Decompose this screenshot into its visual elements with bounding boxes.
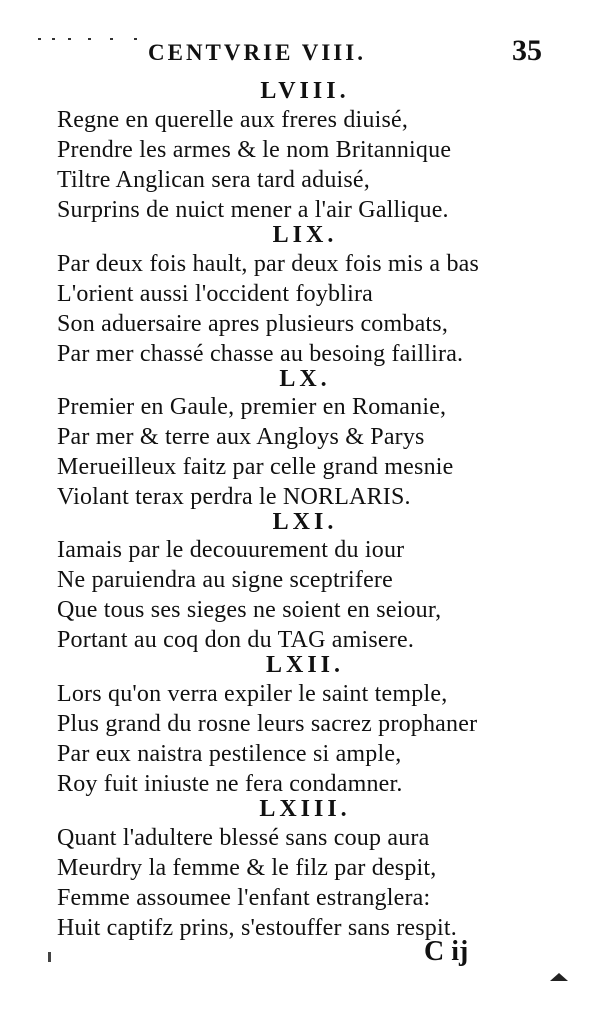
quatrain-numeral: LXI. [272,509,338,535]
verse-line: Quant l'adultere blessé sans coup aura [57,825,430,851]
verse-line: Par mer chassé chasse au besoing faillira. [57,341,464,367]
verse-line: Prendre les armes & le nom Britannique [57,137,452,163]
quatrain-numeral: LVIII. [260,78,350,104]
folio-number: 35 [512,34,542,67]
verse-line: Tiltre Anglican sera tard aduisé, [57,167,370,193]
quatrain-numeral: LIX. [272,222,338,248]
print-specks [38,38,158,44]
verse-line: Lors qu'on verra expiler le saint temple, [57,681,448,707]
verse-line: Par mer & terre aux Angloys & Parys [57,424,425,450]
quatrain-numeral: LX. [279,366,331,392]
verse-line: Meurdry la femme & le filz par despit, [57,855,437,881]
verse-line: Par deux fois hault, par deux fois mis a bas [57,251,480,277]
verse-line: Femme assoumee l'enfant estranglera: [57,885,431,911]
verse-line: Son aduersaire apres plusieurs combats, [57,311,449,337]
verse-line: Ne paruiendra au signe sceptrifere [57,567,393,593]
verse-line: Par eux naistra pestilence si ample, [57,741,402,767]
signature-mark: C ij [424,936,469,967]
verse-line: Huit captifz prins, s'estouffer sans respit. [57,915,457,941]
verse-line: Plus grand du rosne leurs sacrez prophaner [57,711,478,737]
verse-line: Que tous ses sieges ne soient en seiour, [57,597,442,623]
verse-line: Surprins de nuict mener a l'air Gallique. [57,197,449,223]
verse-line: Portant au coq don du TAG amisere. [57,627,415,653]
corner-ornament [550,972,568,982]
verse-line: L'orient aussi l'occident foyblira [57,281,374,307]
verse-line: Regne en querelle aux freres diuisé, [57,107,409,133]
verse-line: Violant terax perdra le NORLARIS. [57,484,411,510]
running-head: CENTVRIE VIII. [148,40,366,65]
quatrain-numeral: LXIII. [259,796,351,822]
verse-line: Iamais par le decouurement du iour [57,537,405,563]
margin-mark [48,952,51,962]
verse-line: Roy fuit iniuste ne fera condamner. [57,771,403,797]
quatrain-numeral: LXII. [265,652,345,678]
verse-line: Premier en Gaule, premier en Romanie, [57,394,447,420]
verse-line: Merueilleux faitz par celle grand mesnie [57,454,454,480]
